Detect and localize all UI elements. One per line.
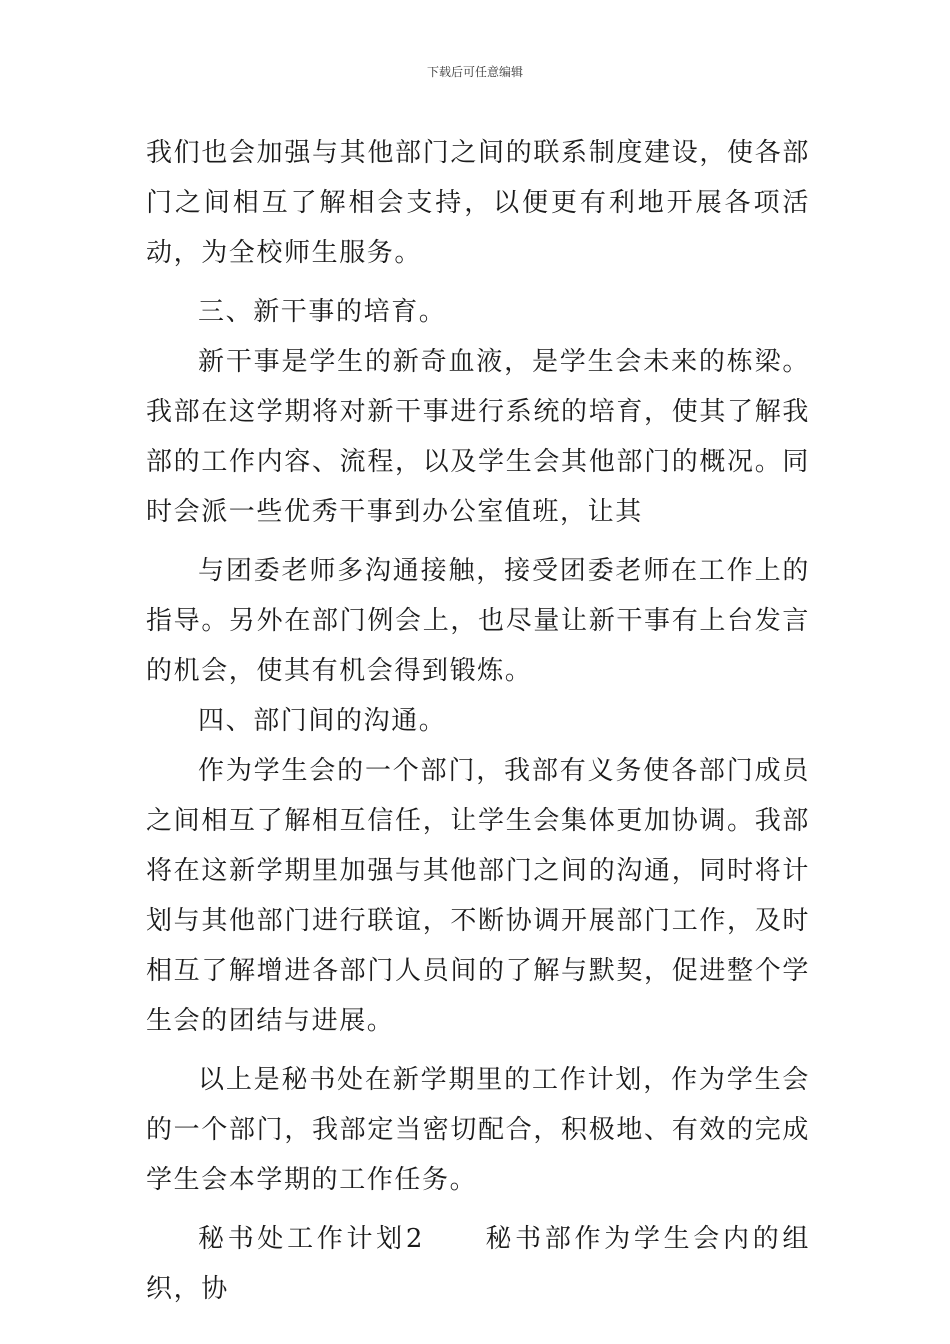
paragraph-plan-2-start: 秘书处工作计划2 秘书部作为学生会内的组织，协	[146, 1224, 810, 1304]
paragraph-section-3-body-b: 与团委老师多沟通接触，接受团委老师在工作上的指导。另外在部门例会上，也尽量让新干事有上台发言的机会，使其有机会得到锻炼。	[146, 556, 810, 686]
section-3-heading: 三、新干事的培育。	[198, 297, 447, 327]
section-4-heading: 四、部门间的沟通。	[198, 706, 447, 736]
paragraph-section-3-body-a: 新干事是学生的新奇血液，是学生会未来的栋梁。我部在这学期将对新干事进行系统的培育，使其了解我部的工作内容、流程，以及学生会其他部门的概况。同时会派一些优秀干事到办公室值班，让其	[146, 347, 810, 527]
page-header-note: 下载后可任意编辑	[426, 65, 523, 79]
document-body	[146, 128, 810, 1314]
paragraph-section-4-body: 作为学生会的一个部门，我部有义务使各部门成员之间相互了解相互信任，让学生会集体更加协调。我部将在这新学期里加强与其他部门之间的沟通，同时将计划与其他部门进行联谊，不断协调开展部门工作，及时相互了解增进各部门人员间的了解与默契，促进整个学生会的团结与进展。	[146, 756, 810, 1036]
paragraph-contact-system: 我们也会加强与其他部门之间的联系制度建设，使各部门之间相互了解相会支持，以便更有利地开展各项活动，为全校师生服务。	[146, 138, 810, 268]
paragraph-conclusion: 以上是秘书处在新学期里的工作计划，作为学生会的一个部门，我部定当密切配合，积极地、有效的完成学生会本学期的工作任务。	[146, 1065, 810, 1195]
